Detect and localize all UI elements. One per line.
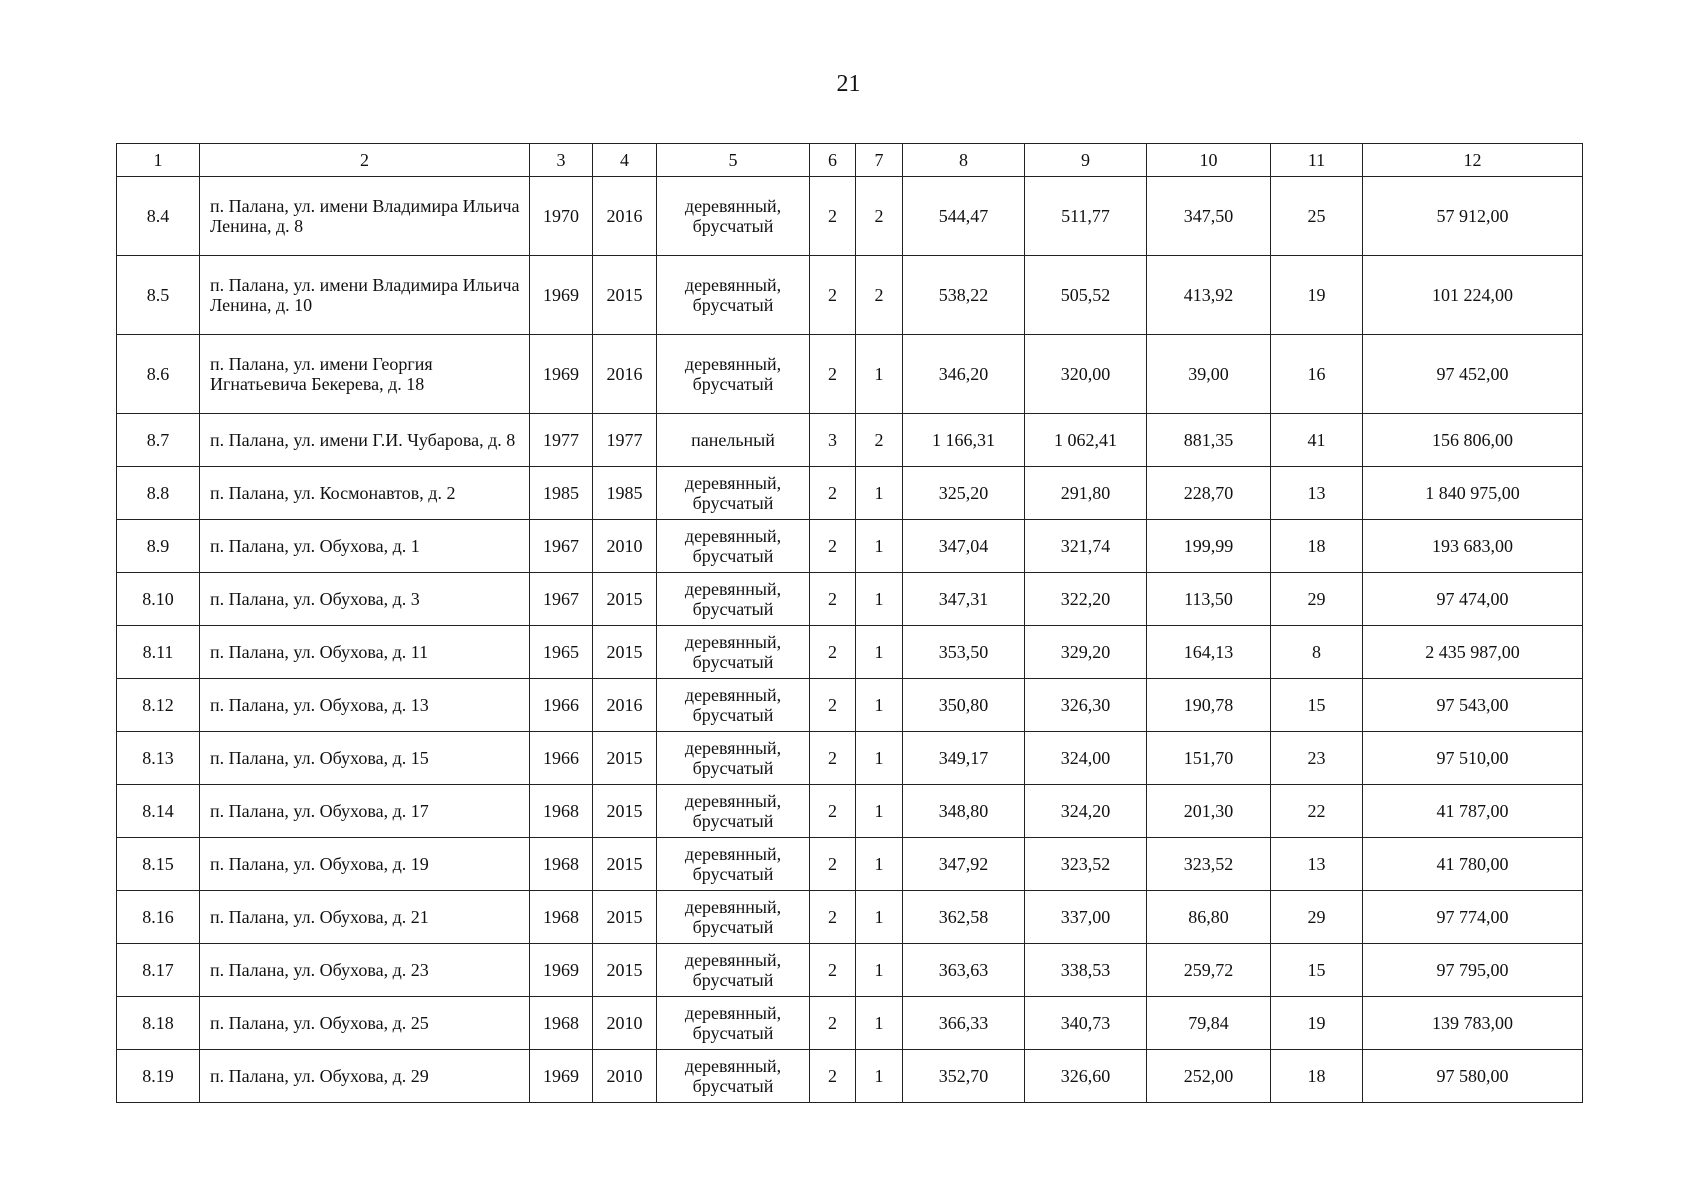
floors-cell: 2 [810,679,856,732]
year-built-cell: 1969 [530,944,593,997]
residents-cell: 8 [1271,626,1363,679]
year-overhaul-cell: 1977 [593,414,657,467]
entrances-cell: 1 [856,573,903,626]
year-built-cell: 1969 [530,335,593,414]
table-row [117,944,1583,997]
total-area-cell: 352,70 [903,1050,1025,1103]
total-area-cell: 350,80 [903,679,1025,732]
residents-cell: 19 [1271,256,1363,335]
wall-material-cell: деревянный, брусчатый [657,467,810,520]
floors-cell: 2 [810,944,856,997]
table-body [117,177,1583,1103]
total-area-cell: 347,92 [903,838,1025,891]
year-overhaul-cell: 2015 [593,732,657,785]
table-row [117,256,1583,335]
year-built-cell: 1985 [530,467,593,520]
year-overhaul-cell: 2016 [593,335,657,414]
area-col10-cell: 323,52 [1147,838,1271,891]
living-area-cell: 324,00 [1025,732,1147,785]
area-col10-cell: 228,70 [1147,467,1271,520]
total-area-cell: 347,31 [903,573,1025,626]
total-area-cell: 353,50 [903,626,1025,679]
floors-cell: 2 [810,177,856,256]
cost-cell: 97 510,00 [1363,732,1583,785]
living-area-cell: 338,53 [1025,944,1147,997]
living-area-cell: 320,00 [1025,335,1147,414]
year-built-cell: 1965 [530,626,593,679]
cost-cell: 101 224,00 [1363,256,1583,335]
residents-cell: 18 [1271,520,1363,573]
housing-registry-table [116,143,1583,1103]
row-number-cell: 8.7 [117,414,200,467]
cost-cell: 2 435 987,00 [1363,626,1583,679]
table-row [117,335,1583,414]
cost-cell: 97 795,00 [1363,944,1583,997]
area-col10-cell: 190,78 [1147,679,1271,732]
living-area-cell: 337,00 [1025,891,1147,944]
column-header: 10 [1147,144,1271,177]
address-cell: п. Палана, ул. Обухова, д. 3 [200,573,530,626]
address-cell: п. Палана, ул. Обухова, д. 15 [200,732,530,785]
address-cell: п. Палана, ул. имени Георгия Игнатьевича Бекерева, д. 18 [200,335,530,414]
total-area-cell: 348,80 [903,785,1025,838]
column-header: 5 [657,144,810,177]
year-overhaul-cell: 2015 [593,573,657,626]
residents-cell: 22 [1271,785,1363,838]
entrances-cell: 1 [856,1050,903,1103]
table-row [117,467,1583,520]
row-number-cell: 8.6 [117,335,200,414]
column-header: 11 [1271,144,1363,177]
residents-cell: 16 [1271,335,1363,414]
living-area-cell: 340,73 [1025,997,1147,1050]
year-built-cell: 1966 [530,732,593,785]
entrances-cell: 2 [856,177,903,256]
table-row [117,177,1583,256]
wall-material-cell: деревянный, брусчатый [657,573,810,626]
wall-material-cell: деревянный, брусчатый [657,177,810,256]
total-area-cell: 544,47 [903,177,1025,256]
entrances-cell: 1 [856,785,903,838]
row-number-cell: 8.11 [117,626,200,679]
year-overhaul-cell: 2015 [593,626,657,679]
column-header: 9 [1025,144,1147,177]
entrances-cell: 2 [856,256,903,335]
address-cell: п. Палана, ул. Космонавтов, д. 2 [200,467,530,520]
year-built-cell: 1968 [530,997,593,1050]
wall-material-cell: деревянный, брусчатый [657,520,810,573]
table-row [117,626,1583,679]
residents-cell: 13 [1271,838,1363,891]
year-built-cell: 1969 [530,1050,593,1103]
year-built-cell: 1968 [530,785,593,838]
living-area-cell: 329,20 [1025,626,1147,679]
column-header: 3 [530,144,593,177]
entrances-cell: 1 [856,520,903,573]
living-area-cell: 511,77 [1025,177,1147,256]
floors-cell: 2 [810,1050,856,1103]
wall-material-cell: панельный [657,414,810,467]
floors-cell: 2 [810,520,856,573]
table-row [117,732,1583,785]
cost-cell: 156 806,00 [1363,414,1583,467]
living-area-cell: 326,60 [1025,1050,1147,1103]
entrances-cell: 1 [856,944,903,997]
row-number-cell: 8.10 [117,573,200,626]
year-overhaul-cell: 2015 [593,944,657,997]
row-number-cell: 8.16 [117,891,200,944]
row-number-cell: 8.15 [117,838,200,891]
total-area-cell: 538,22 [903,256,1025,335]
cost-cell: 97 543,00 [1363,679,1583,732]
year-built-cell: 1966 [530,679,593,732]
area-col10-cell: 199,99 [1147,520,1271,573]
row-number-cell: 8.9 [117,520,200,573]
area-col10-cell: 39,00 [1147,335,1271,414]
year-overhaul-cell: 2015 [593,838,657,891]
table-row [117,1050,1583,1103]
living-area-cell: 1 062,41 [1025,414,1147,467]
cost-cell: 57 912,00 [1363,177,1583,256]
address-cell: п. Палана, ул. Обухова, д. 13 [200,679,530,732]
address-cell: п. Палана, ул. Обухова, д. 1 [200,520,530,573]
cost-cell: 41 787,00 [1363,785,1583,838]
area-col10-cell: 79,84 [1147,997,1271,1050]
row-number-cell: 8.5 [117,256,200,335]
floors-cell: 2 [810,732,856,785]
cost-cell: 139 783,00 [1363,997,1583,1050]
year-built-cell: 1969 [530,256,593,335]
wall-material-cell: деревянный, брусчатый [657,626,810,679]
living-area-cell: 326,30 [1025,679,1147,732]
floors-cell: 2 [810,891,856,944]
entrances-cell: 1 [856,679,903,732]
row-number-cell: 8.17 [117,944,200,997]
table-header [117,144,1583,177]
entrances-cell: 1 [856,838,903,891]
table-row [117,573,1583,626]
row-number-cell: 8.4 [117,177,200,256]
total-area-cell: 363,63 [903,944,1025,997]
year-overhaul-cell: 2016 [593,679,657,732]
area-col10-cell: 86,80 [1147,891,1271,944]
cost-cell: 97 452,00 [1363,335,1583,414]
column-header: 8 [903,144,1025,177]
living-area-cell: 324,20 [1025,785,1147,838]
floors-cell: 2 [810,997,856,1050]
address-cell: п. Палана, ул. Обухова, д. 17 [200,785,530,838]
wall-material-cell: деревянный, брусчатый [657,997,810,1050]
wall-material-cell: деревянный, брусчатый [657,838,810,891]
page-number: 21 [836,71,861,97]
column-header: 12 [1363,144,1583,177]
year-overhaul-cell: 2015 [593,891,657,944]
total-area-cell: 349,17 [903,732,1025,785]
year-overhaul-cell: 2010 [593,520,657,573]
cost-cell: 1 840 975,00 [1363,467,1583,520]
total-area-cell: 346,20 [903,335,1025,414]
address-cell: п. Палана, ул. Обухова, д. 25 [200,997,530,1050]
area-col10-cell: 164,13 [1147,626,1271,679]
residents-cell: 18 [1271,1050,1363,1103]
wall-material-cell: деревянный, брусчатый [657,679,810,732]
column-header: 1 [117,144,200,177]
year-overhaul-cell: 2010 [593,997,657,1050]
cost-cell: 97 774,00 [1363,891,1583,944]
area-col10-cell: 347,50 [1147,177,1271,256]
residents-cell: 19 [1271,997,1363,1050]
table-row [117,414,1583,467]
address-cell: п. Палана, ул. Обухова, д. 23 [200,944,530,997]
entrances-cell: 1 [856,891,903,944]
floors-cell: 2 [810,467,856,520]
entrances-cell: 2 [856,414,903,467]
year-overhaul-cell: 2010 [593,1050,657,1103]
floors-cell: 2 [810,573,856,626]
total-area-cell: 347,04 [903,520,1025,573]
table-row [117,520,1583,573]
floors-cell: 3 [810,414,856,467]
residents-cell: 41 [1271,414,1363,467]
row-number-cell: 8.13 [117,732,200,785]
cost-cell: 97 580,00 [1363,1050,1583,1103]
floors-cell: 2 [810,335,856,414]
residents-cell: 29 [1271,573,1363,626]
wall-material-cell: деревянный, брусчатый [657,785,810,838]
address-cell: п. Палана, ул. имени Г.И. Чубарова, д. 8 [200,414,530,467]
area-col10-cell: 259,72 [1147,944,1271,997]
column-header: 2 [200,144,530,177]
total-area-cell: 366,33 [903,997,1025,1050]
residents-cell: 29 [1271,891,1363,944]
floors-cell: 2 [810,256,856,335]
table-row [117,679,1583,732]
address-cell: п. Палана, ул. Обухова, д. 21 [200,891,530,944]
cost-cell: 41 780,00 [1363,838,1583,891]
row-number-cell: 8.8 [117,467,200,520]
living-area-cell: 323,52 [1025,838,1147,891]
column-header: 7 [856,144,903,177]
year-built-cell: 1967 [530,520,593,573]
table-row [117,785,1583,838]
wall-material-cell: деревянный, брусчатый [657,944,810,997]
floors-cell: 2 [810,626,856,679]
address-cell: п. Палана, ул. Обухова, д. 11 [200,626,530,679]
wall-material-cell: деревянный, брусчатый [657,1050,810,1103]
year-overhaul-cell: 2016 [593,177,657,256]
table-row [117,838,1583,891]
area-col10-cell: 201,30 [1147,785,1271,838]
floors-cell: 2 [810,838,856,891]
row-number-cell: 8.14 [117,785,200,838]
row-number-cell: 8.19 [117,1050,200,1103]
residents-cell: 25 [1271,177,1363,256]
area-col10-cell: 413,92 [1147,256,1271,335]
column-header: 6 [810,144,856,177]
area-col10-cell: 881,35 [1147,414,1271,467]
total-area-cell: 325,20 [903,467,1025,520]
entrances-cell: 1 [856,997,903,1050]
living-area-cell: 322,20 [1025,573,1147,626]
table-row [117,997,1583,1050]
residents-cell: 13 [1271,467,1363,520]
floors-cell: 2 [810,785,856,838]
wall-material-cell: деревянный, брусчатый [657,891,810,944]
entrances-cell: 1 [856,335,903,414]
year-built-cell: 1968 [530,891,593,944]
living-area-cell: 321,74 [1025,520,1147,573]
cost-cell: 97 474,00 [1363,573,1583,626]
year-built-cell: 1970 [530,177,593,256]
entrances-cell: 1 [856,626,903,679]
wall-material-cell: деревянный, брусчатый [657,256,810,335]
year-built-cell: 1977 [530,414,593,467]
area-col10-cell: 252,00 [1147,1050,1271,1103]
year-built-cell: 1967 [530,573,593,626]
entrances-cell: 1 [856,732,903,785]
cost-cell: 193 683,00 [1363,520,1583,573]
residents-cell: 15 [1271,944,1363,997]
total-area-cell: 1 166,31 [903,414,1025,467]
year-overhaul-cell: 1985 [593,467,657,520]
year-overhaul-cell: 2015 [593,256,657,335]
living-area-cell: 505,52 [1025,256,1147,335]
wall-material-cell: деревянный, брусчатый [657,732,810,785]
wall-material-cell: деревянный, брусчатый [657,335,810,414]
year-overhaul-cell: 2015 [593,785,657,838]
living-area-cell: 291,80 [1025,467,1147,520]
residents-cell: 23 [1271,732,1363,785]
area-col10-cell: 113,50 [1147,573,1271,626]
total-area-cell: 362,58 [903,891,1025,944]
entrances-cell: 1 [856,467,903,520]
address-cell: п. Палана, ул. имени Владимира Ильича Ленина, д. 10 [200,256,530,335]
row-number-cell: 8.12 [117,679,200,732]
address-cell: п. Палана, ул. Обухова, д. 29 [200,1050,530,1103]
area-col10-cell: 151,70 [1147,732,1271,785]
address-cell: п. Палана, ул. Обухова, д. 19 [200,838,530,891]
residents-cell: 15 [1271,679,1363,732]
column-header: 4 [593,144,657,177]
row-number-cell: 8.18 [117,997,200,1050]
column-number-row [117,144,1583,177]
address-cell: п. Палана, ул. имени Владимира Ильича Ленина, д. 8 [200,177,530,256]
year-built-cell: 1968 [530,838,593,891]
table-row [117,891,1583,944]
